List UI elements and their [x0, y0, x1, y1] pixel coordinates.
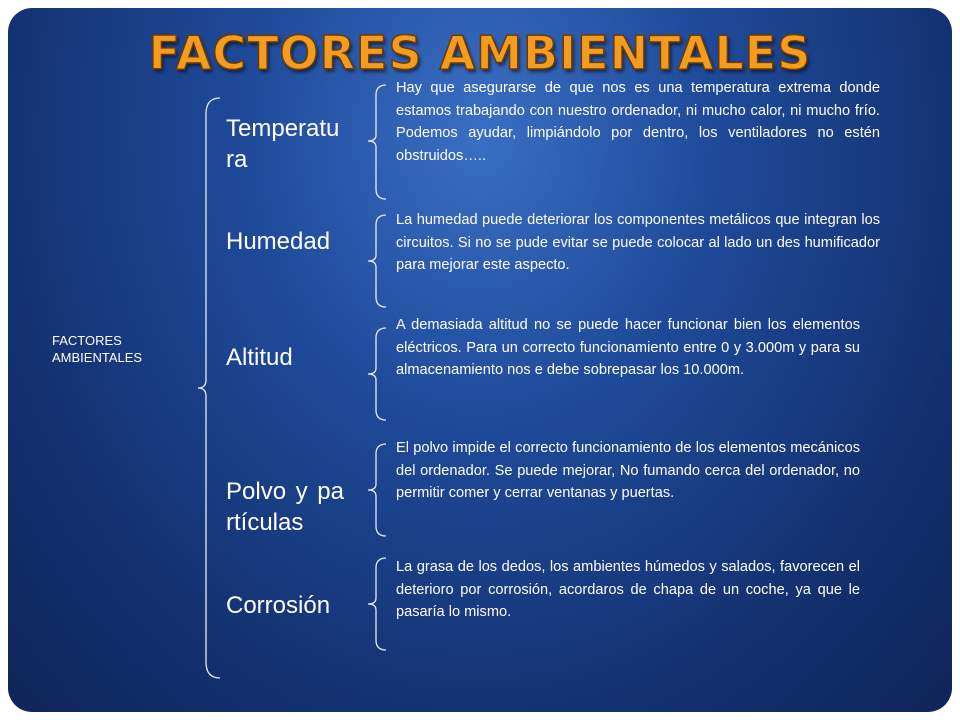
- brace-altitud: [364, 326, 388, 422]
- desc-corrosion: La grasa de los dedos, los ambientes húmedos y salados, favorecen el deterioro por corrosión, acordaros de chapa de un coche, ya que le pasaría lo mismo.: [396, 559, 860, 620]
- factor-corrosion: Corrosión: [226, 592, 331, 619]
- root-label: FACTORES AMBIENTALES: [52, 333, 143, 365]
- factor-temperatura: Temperatura: [226, 115, 340, 173]
- factor-polvo: Polvo y partículas: [226, 478, 344, 536]
- brace-polvo: [364, 442, 388, 538]
- desc-humedad: La humedad puede deteriorar los componentes metálicos que integran los circuitos. Si no se pude evitar se puede colocar al lado un des humificador para mejorar este aspecto.: [396, 212, 880, 273]
- slide-title: FACTORES AMBIENTALES: [148, 26, 812, 80]
- desc-polvo: El polvo impide el correcto funcionamiento de los elementos mecánicos del ordenador. Se puede mejorar, No fumando cerca del ordenador, no permitir comer y cerrar ventanas y puertas.: [396, 440, 860, 501]
- desc-temperatura: Hay que asegurarse de que nos es una temperatura extrema donde estamos trabajando con nuestro ordenador, ni mucho calor, ni mucho frío. Podemos ayudar, limpiándolo por dentro, los ventiladores no estén obstruidos…..: [396, 80, 880, 164]
- brace-corrosion: [364, 556, 388, 652]
- slide: [8, 8, 952, 712]
- brace-humedad: [364, 213, 388, 309]
- desc-altitud: A demasiada altitud no se puede hacer funcionar bien los elementos eléctricos. Para un correcto funcionamiento entre 0 y 3.000m y para su almacenamiento nos e debe sobrepasar los 10.000m.: [396, 317, 860, 378]
- brace-temperatura: [364, 83, 388, 201]
- factor-altitud: Altitud: [226, 344, 293, 371]
- main-brace: [194, 96, 224, 681]
- factor-humedad: Humedad: [226, 228, 331, 255]
